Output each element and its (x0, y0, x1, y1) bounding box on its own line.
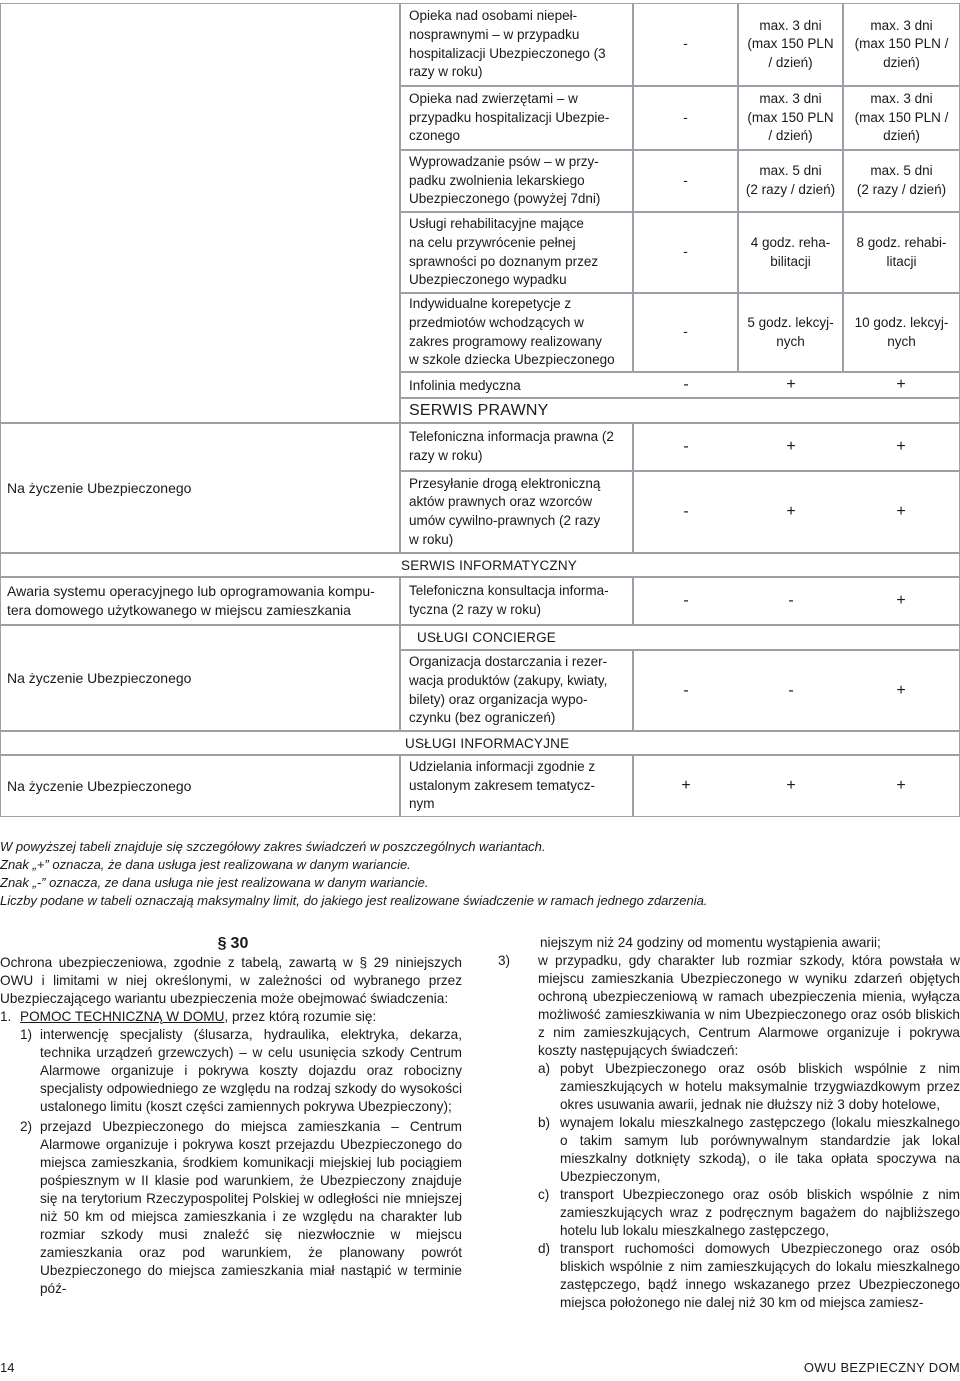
table-row-infolinia (400, 372, 960, 398)
table-row-desc: Usługi rehabilitacyjne mające na celu przywrócenie pełnej sprawności po doznanym przez Ubezpieczonego wypadku (400, 212, 633, 293)
text-column-right (498, 934, 960, 1312)
footer-brand: OWU BEZPIECZNY DOM (803, 1360, 960, 1375)
table-row-variant3: max. 5 dni (2 razy / dzień) (843, 150, 960, 212)
table-left-cell-prawny: Na życzenie Ubezpieczonego (0, 423, 400, 553)
table-row-variant3: 10 godz. lekcyj- nych (843, 293, 960, 372)
page-number: 14 (0, 1360, 15, 1375)
table-row-variant3: + (896, 777, 906, 794)
table-row-variant3: 8 godz. rehabi- litacji (843, 212, 960, 293)
table-row-variant3: + (896, 503, 906, 520)
table-row-variant1: + (681, 777, 691, 794)
sub-item-label: d) (538, 1241, 551, 1256)
table-row-variant2: + (786, 503, 796, 520)
sub-item-label: b) (538, 1115, 551, 1130)
sub-item-text: transport Ubezpieczonego oraz osób bliskich wspólnie z nim zamieszkujących wraz z podręcznym bagażem do najbliższego hotelu lub lokalu mieszkalnego zastępczego, (560, 1187, 960, 1238)
table-notes (0, 838, 960, 910)
table-row-variant1: - (633, 150, 738, 212)
table-row-values (633, 423, 960, 471)
table-row-desc: Telefoniczna konsultacja informa- tyczna (2 razy w roku) (400, 577, 633, 625)
table-row-desc: Opieka nad osobami niepeł- nosprawnymi – w przypadku hospitalizacji Ubezpieczonego (3 razy w roku) (400, 3, 633, 86)
sub-item (498, 1240, 960, 1312)
note-line: Znak „-” oznacza, ze dana usługa nie jest realizowana w danym wariancie. (0, 875, 429, 890)
point-label: 1. (0, 1009, 12, 1024)
table-row-variant2: max. 3 dni (max 150 PLN / dzień) (738, 86, 843, 150)
category-uslugi-informacyjne: USŁUGI INFORMACYJNE (0, 731, 960, 755)
table-row-variant3: + (896, 592, 906, 609)
note-line: Liczby podane w tabeli oznaczają maksymalny limit, do jakiego jest realizowane świadczenie w ramach jednego zdarzenia. (0, 893, 708, 908)
table-row-desc: Telefoniczna informacja prawna (2 razy w roku) (400, 423, 633, 471)
category-serwis-informatyczny: SERWIS INFORMATYCZNY (0, 553, 960, 577)
table-row-variant2: 5 godz. lekcyj- nych (738, 293, 843, 372)
table-row-variant2: max. 3 dni (max 150 PLN / dzień) (738, 3, 843, 86)
sub-item-text: wynajem lokalu mieszkalnego zastępczego (lokalu mieszkalnego o takim samym lub porównywalnym standardzie jak lokal mieszkalny dotknięty szkodą), o ile taka opłata spoczywa na Ubezpieczonym, (560, 1115, 960, 1184)
table-row-variant1: - (683, 376, 689, 393)
category-serwis-prawny: SERWIS PRAWNY (400, 398, 960, 423)
category-uslugi-concierge: USŁUGI CONCIERGE (400, 625, 960, 650)
table-left-cell-informacyjne: Na życzenie Ubezpieczonego (0, 755, 400, 817)
list-item-text: w przypadku, gdy charakter lub rozmiar szkody, która powstała w miejscu zamieszkania Ubezpieczonego w wyniku zdarzeń objętych ochroną ubezpieczeniową w ramach ubezpieczenia mienia, wyłącza możliwość zamieszkiwania w nim Ubezpieczonego oraz osób bliskich z nim zamieszkujących, Centrum Alarmowe organizuje i pokrywa koszty następujących świadczeń: (538, 953, 960, 1058)
table-row-desc: Przesyłanie drogą elektroniczną aktów prawnych oraz wzorców umów cywilno-prawnych (2 razy w roku) (400, 471, 633, 553)
sub-item-text: transport ruchomości domowych Ubezpieczonego oraz osób bliskich wspólnie z nim zamieszkujących do lokalu mieszkalnego zastępczego, bądź innego wskazanego przez Ubezpieczonego miejsca położonego nie dalej niż 30 km od miejsca zamiesz- (560, 1241, 960, 1310)
section-symbol: § (217, 935, 227, 952)
table-row-variant1: - (683, 503, 689, 520)
table-row-desc: Wyprowadzanie psów – w przy- padku zwolnienia lekarskiego Ubezpieczonego (powyżej 7dni) (400, 150, 633, 212)
text-column-left (0, 934, 462, 1298)
sub-item (498, 1186, 960, 1240)
table-row-variant1: - (633, 212, 738, 293)
table-left-cell-empty (0, 3, 400, 423)
table-row-desc: Udzielania informacji zgodnie z ustalonym zakresem tematycz- nym (400, 755, 633, 817)
table-row-variant1: - (683, 592, 689, 609)
table-row-variant1: - (633, 293, 738, 372)
list-item-text: interwencję specjalisty (ślusarza, hydraulika, elektryka, dekarza, technika urządzeń grzewczych) – w celu usunięcia szkody Centrum Alarmowe organizuje i pokrywa koszty dojazdu oraz robocizny specjalisty odpowiedniego ze względu na rodzaj szkody do wysokości ustalonego limitu (koszt części zamiennych pokrywa Ubezpieczony); (40, 1027, 462, 1114)
note-line: W powyższej tabeli znajduje się szczegółowy zakres świadczeń w poszczególnych wariantach. (0, 839, 546, 854)
table-row-desc: Organizacja dostarczania i rezer- wacja produktów (zakupy, kwiaty, bilety) oraz organizacja wypo- czynku (bez ograniczeń) (400, 650, 633, 731)
table-row-values (633, 650, 960, 731)
table-row-variant1: - (633, 3, 738, 86)
table-row-variant3: + (896, 681, 906, 699)
table-row-desc: Infolinia medyczna (409, 377, 521, 393)
table-row-variant3: + (896, 376, 906, 393)
table-row-variant1: - (633, 86, 738, 150)
table-row-variant3: + (896, 438, 906, 455)
list-item (498, 952, 960, 1060)
table-row-variant2: + (786, 777, 796, 794)
point-title-rest: , przez którą rozumie się: (224, 1009, 377, 1024)
continued-text: niejszym niż 24 godziny od momentu wystąpienia awarii; (540, 935, 881, 950)
list-item-label: 2) (20, 1119, 33, 1134)
list-item-label: 3) (498, 953, 511, 968)
sub-item-label: a) (538, 1061, 551, 1076)
page-footer (0, 1358, 960, 1378)
table-row-variant2: 4 godz. reha- bilitacji (738, 212, 843, 293)
list-item (20, 1118, 462, 1298)
sub-item (498, 1114, 960, 1186)
table-row-variant2: + (786, 438, 796, 455)
table-left-cell-informatyczny: Awaria systemu operacyjnego lub oprogramowania kompu- tera domowego użytkowanego w miejscu zamieszkania (0, 577, 400, 625)
table-row-desc: Indywidualne korepetycje z przedmiotów wchodzących w zakres programowy realizowany w szkole dziecka Ubezpieczonego (400, 293, 633, 372)
table-row-variant2: max. 5 dni (2 razy / dzień) (738, 150, 843, 212)
table-row-variant3: max. 3 dni (max 150 PLN / dzień) (843, 3, 960, 86)
section-intro: Ochrona ubezpieczeniowa, zgodnie z tabelą, zawartą w § 29 niniejszych OWU i limitami w niej określonymi, w zależności od wybranego przez Ubezpieczającego wariantu ubezpieczenia może obejmować świadczenia: (0, 955, 462, 1006)
table-row-variant2: - (788, 592, 794, 609)
table-row-variant2: + (786, 376, 796, 393)
table-row-variant3: max. 3 dni (max 150 PLN / dzień) (843, 86, 960, 150)
list-item-text: przejazd Ubezpieczonego do miejsca zamieszkania – Centrum Alarmowe organizuje i pokrywa koszt przejazdu Ubezpieczonego do miejsca zamieszkania, środkiem komunikacji miejskiej lub pociągiem pośpiesznym w II klasie pod warunkiem, że Ubezpieczony znajduje się na terytorium Rzeczypospolitej Polskiej w odległości nie mniejszej niż 50 km od miejsca zamieszkania i ze względu na charakter lub rozmiar szkody musi znaleźć się niezwłocznie w miejscu zamieszkania oraz pod warunkiem, że planowany powrót Ubezpieczonego do miejsca zamieszkania miał nastąpić w terminie póź- (40, 1119, 462, 1296)
sub-item-label: c) (538, 1187, 550, 1202)
point-title: POMOC TECHNICZNĄ W DOMU (20, 1009, 225, 1024)
list-item (20, 1026, 462, 1116)
coverage-table (0, 3, 960, 815)
section-number: 30 (230, 935, 249, 952)
table-row-values (633, 577, 960, 625)
section-title (0, 934, 462, 954)
table-row-values (633, 755, 960, 817)
table-row-variant1: - (683, 681, 689, 699)
table-left-cell-concierge: Na życzenie Ubezpieczonego (0, 625, 400, 731)
table-row-values (633, 471, 960, 553)
list-item-label: 1) (20, 1027, 33, 1042)
table-row-variant2: - (788, 681, 794, 699)
table-row-desc: Opieka nad zwierzętami – w przypadku hospitalizacji Ubezpie- czonego (400, 86, 633, 150)
table-row-variant1: - (683, 438, 689, 455)
sub-item (498, 1060, 960, 1114)
point-1 (0, 1008, 462, 1026)
sub-item-text: pobyt Ubezpieczonego oraz osób bliskich wspólnie z nim zamieszkujących w hotelu maksymalnie trzygwiazdkowym przez okres usuwania awarii, jednak nie dłuższy niż 3 doby hotelowe, (560, 1061, 960, 1112)
note-line: Znak „+” oznacza, że dana usługa jest realizowana w danym wariancie. (0, 857, 411, 872)
